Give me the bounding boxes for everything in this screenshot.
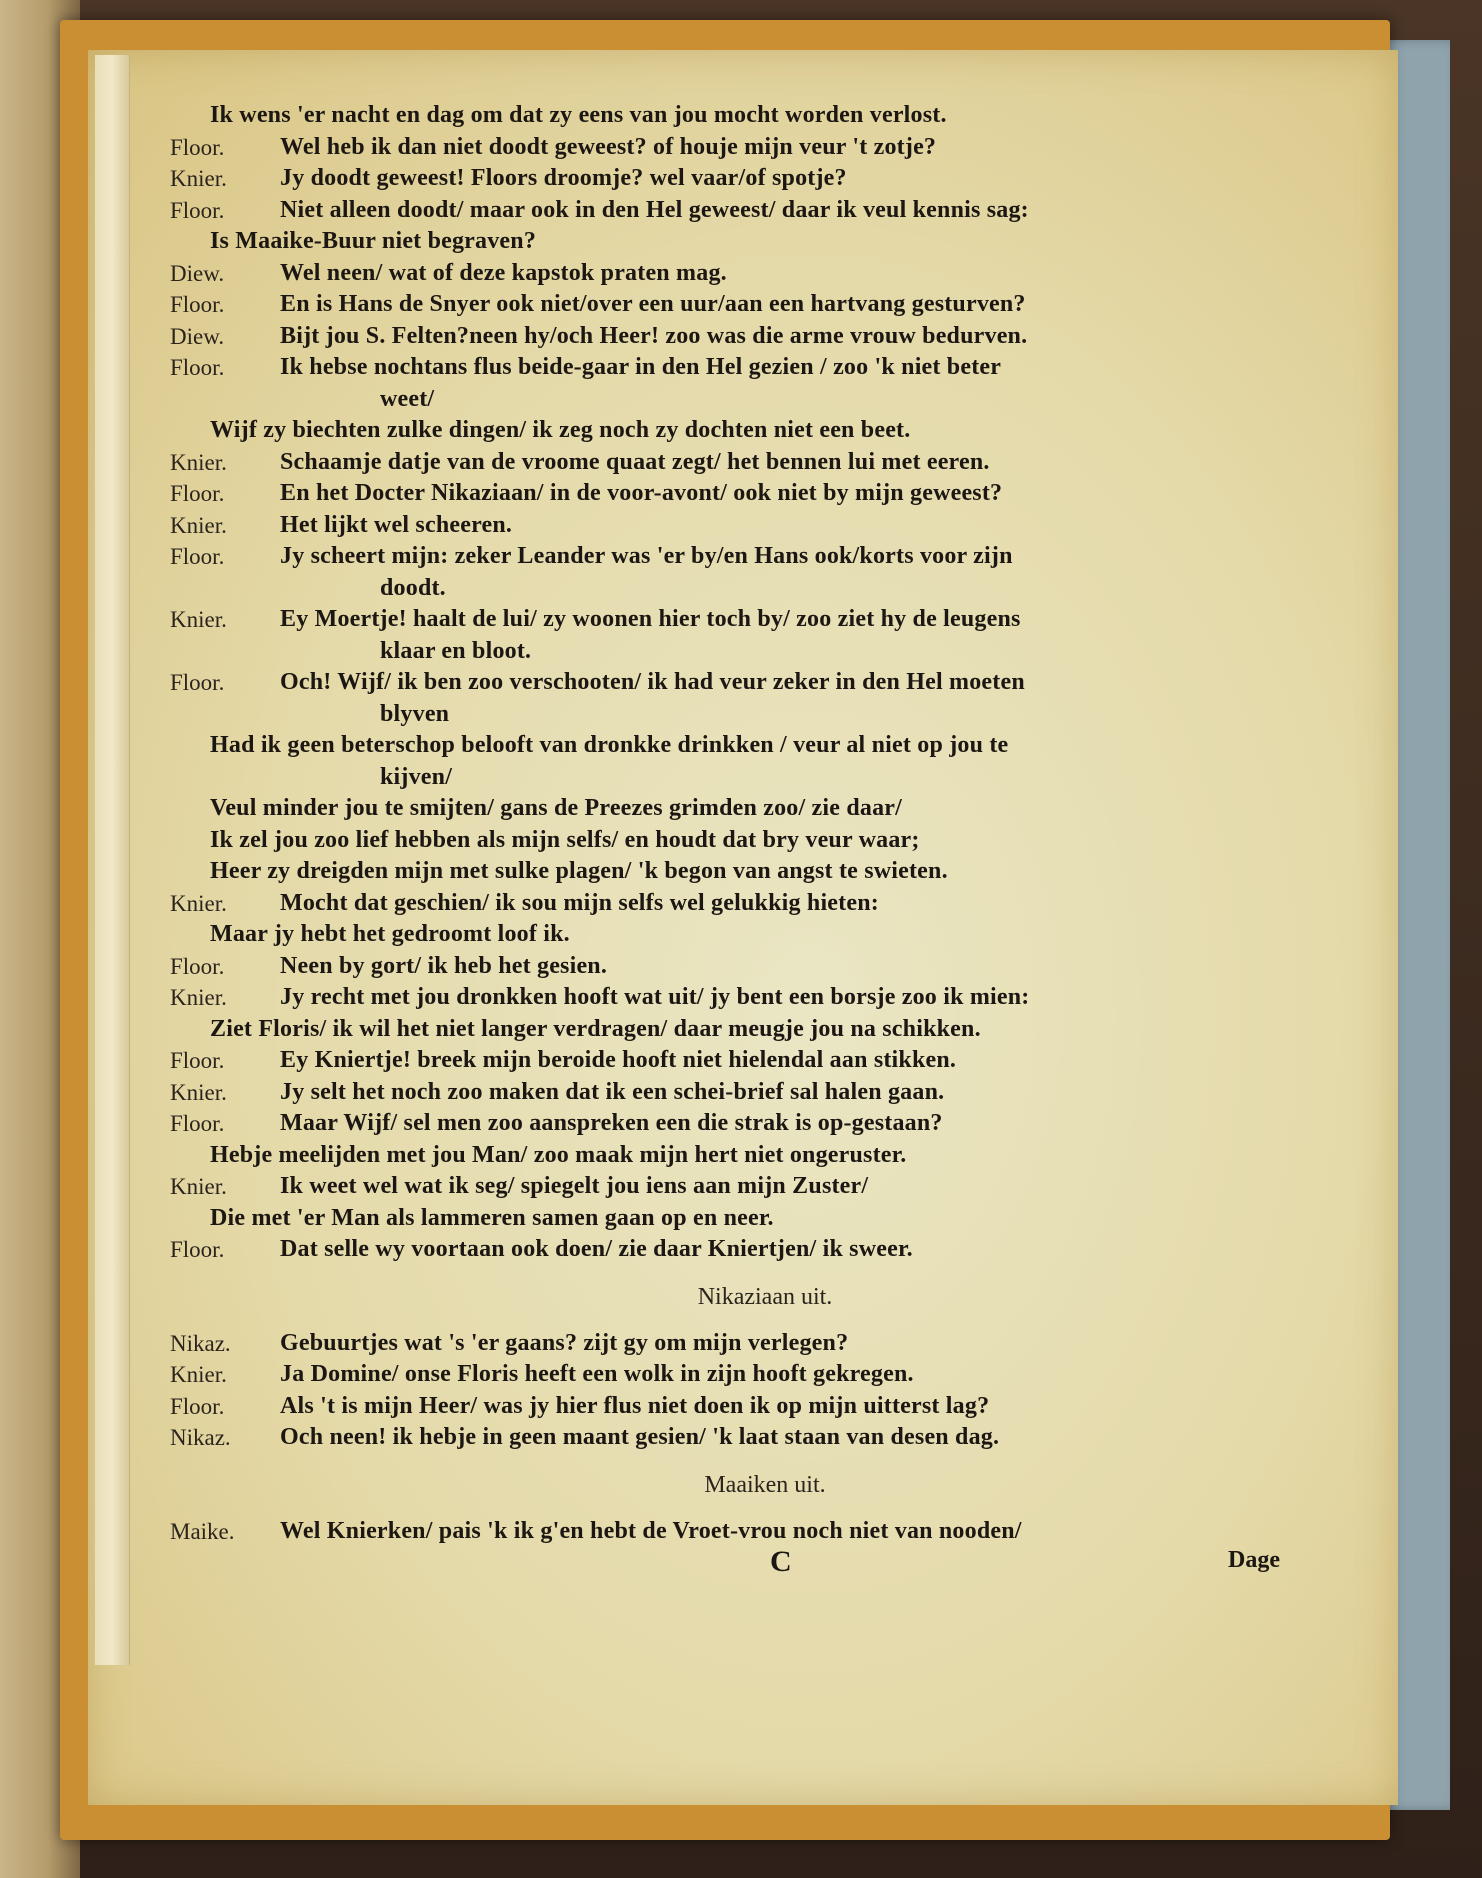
dialogue-line [170, 919, 1280, 951]
dialogue-line [170, 1391, 1280, 1423]
dialogue-line [170, 541, 1280, 573]
speaker-name: Maike. [170, 1518, 235, 1544]
dialogue-line [170, 132, 1280, 164]
page-footer [170, 1547, 1280, 1577]
stage-direction: Maaiken uit. [704, 1471, 826, 1498]
speaker-name: Knier. [170, 1174, 227, 1199]
dialogue-line [170, 1516, 1280, 1548]
speaker-name: Floor. [170, 1237, 225, 1262]
speech-text: Gebuurtjes wat 's 'er gaans? zijt gy om mijn verlegen? [280, 1329, 849, 1356]
speech-text: Ey Moertje! haalt de lui/ zy woonen hier toch by/ zoo ziet hy de leugens [280, 606, 1021, 632]
speech-text: Jy doodt geweest! Floors droomje? wel vaar/of spotje? [280, 165, 847, 191]
dialogue-line [170, 289, 1280, 321]
dialogue-line [170, 856, 1280, 888]
speech-text: Had ik geen beterschop belooft van dronkke drinkken / veur al niet op jou te [210, 732, 1009, 758]
speech-text: Is Maaike-Buur niet begraven? [210, 228, 537, 254]
dialogue-line [170, 1077, 1280, 1109]
dialogue-line [170, 510, 1280, 542]
speaker-name: Knier. [170, 1079, 227, 1105]
speaker-name: Floor. [170, 1111, 225, 1136]
dialogue-line [170, 1171, 1280, 1203]
dialogue-line [170, 762, 1280, 794]
speech-text: Wel heb ik dan niet doodt geweest? of houje mijn veur 't zotje? [280, 133, 937, 160]
speaker-name: Floor. [170, 1048, 225, 1073]
speech-text: Wel Knierken/ pais 'k ik g'en hebt de Vroet-vrou noch niet van nooden/ [280, 1517, 1022, 1544]
speech-text: blyven [380, 700, 450, 727]
dialogue-line [170, 1045, 1280, 1077]
dialogue-line [170, 951, 1280, 983]
speech-text: Ik zel jou zoo lief hebben als mijn selfs/ en houdt dat bry veur waar; [210, 826, 920, 853]
speech-text: Ja Domine/ onse Floris heeft een wolk in zijn hooft gekregen. [280, 1361, 914, 1387]
dialogue-line [170, 1140, 1280, 1172]
speaker-name: Floor. [170, 544, 225, 569]
dialogue-line [170, 604, 1280, 636]
speech-text: Maar jy hebt het gedroomt loof ik. [210, 921, 570, 947]
speech-text: Jy selt het noch zoo maken dat ik een schei-brief sal halen gaan. [280, 1078, 945, 1105]
speech-text: Mocht dat geschien/ ik sou mijn selfs wel gelukkig hieten: [280, 889, 879, 916]
speech-text: Jy scheert mijn: zeker Leander was 'er by/en Hans ook/korts voor zijn [280, 543, 1013, 569]
dialogue-line [170, 1422, 1280, 1454]
speech-text: Neen by gort/ ik heb het gesien. [280, 952, 608, 979]
speech-text: klaar en bloot. [380, 637, 532, 664]
speech-text: weet/ [380, 385, 435, 412]
speech-text: Wijf zy biechten zulke dingen/ ik zeg noch zy dochten niet een beet. [210, 417, 911, 443]
dialogue-line [170, 226, 1280, 258]
dialogue-line [170, 982, 1280, 1014]
dialogue-line [170, 699, 1280, 731]
speaker-name: Diew. [170, 323, 225, 349]
dialogue-line [170, 730, 1280, 762]
speech-text: Schaamje datje van de vroome quaat zegt/ het bennen lui met eeren. [280, 448, 990, 475]
dialogue-line [170, 888, 1280, 920]
speaker-name: Floor. [170, 1393, 225, 1419]
dialogue-line [170, 258, 1280, 290]
dialogue-line [170, 573, 1280, 605]
speech-text: Och neen! ik hebje in geen maant gesien/ 'k laat staan van desen dag. [280, 1424, 1000, 1450]
speech-text: Niet alleen doodt/ maar ook in den Hel geweest/ daar ik veul kennis sag: [280, 196, 1029, 223]
speech-text: kijven/ [380, 763, 453, 790]
dialogue-line [170, 1234, 1280, 1266]
speech-text: Heer zy dreigden mijn met sulke plagen/ 'k begon van angst te swieten. [210, 858, 948, 884]
dialogue-line [170, 384, 1280, 416]
speaker-name: Nikaz. [170, 1425, 231, 1450]
stage-direction: Nikaziaan uit. [697, 1283, 833, 1310]
dialogue-line [170, 352, 1280, 384]
speaker-name: Knier. [170, 449, 227, 475]
speaker-name: Floor. [170, 481, 225, 506]
dialogue-line [170, 793, 1280, 825]
dialogue-line [170, 195, 1280, 227]
dialogue-line [170, 1014, 1280, 1046]
speech-text: Ziet Floris/ ik wil het niet langer verdragen/ daar meugje jou na schikken. [210, 1015, 981, 1042]
dialogue-line [170, 321, 1280, 353]
page-gutter-strip [95, 55, 130, 1665]
speech-text: Wel neen/ wat of deze kapstok praten mag. [280, 259, 727, 286]
speech-text: En het Docter Nikaziaan/ in de voor-avont/ ook niet by mijn geweest? [280, 480, 1003, 506]
speech-text: Jy recht met jou dronkken hooft wat uit/ jy bent een borsje zoo ik mien: [280, 984, 1030, 1010]
speech-text: Ik weet wel wat ik seg/ spiegelt jou iens aan mijn Zuster/ [280, 1173, 869, 1199]
dialogue-line [170, 447, 1280, 479]
dialogue-line [170, 667, 1280, 699]
speech-text: Het lijkt wel scheeren. [280, 511, 513, 538]
speaker-name: Floor. [170, 953, 225, 979]
speaker-name: Knier. [170, 512, 227, 538]
speaker-name: Nikaz. [170, 1330, 231, 1356]
speaker-name: Floor. [170, 292, 225, 317]
speaker-name: Knier. [170, 890, 227, 916]
speech-text: Als 't is mijn Heer/ was jy hier flus niet doen ik op mijn uitterst lag? [280, 1392, 990, 1419]
speech-text: Hebje meelijden met jou Man/ zoo maak mijn hert niet ongeruster. [210, 1141, 907, 1168]
speaker-name: Floor. [170, 134, 225, 160]
speech-text: Ik hebse nochtans flus beide-gaar in den Hel gezien / zoo 'k niet beter [280, 354, 1002, 380]
catchword: Dage [1228, 1547, 1280, 1573]
speech-text: doodt. [380, 574, 446, 601]
speech-text: Die met 'er Man als lammeren samen gaan op en neer. [210, 1204, 774, 1231]
speech-text: Dat selle wy voortaan ook doen/ zie daar Kniertjen/ ik sweer. [280, 1236, 913, 1262]
speech-text: Bijt jou S. Felten?neen hy/och Heer! zoo was die arme vrouw bedurven. [280, 322, 1028, 349]
speaker-name: Floor. [170, 355, 225, 380]
speaker-name: Floor. [170, 670, 225, 695]
speaker-name: Knier. [170, 1362, 227, 1387]
speaker-name: Knier. [170, 166, 227, 191]
speech-text: Ey Kniertje! breek mijn beroide hooft niet hielendal aan stikken. [280, 1047, 957, 1073]
speaker-name: Floor. [170, 197, 225, 223]
speaker-name: Knier. [170, 607, 227, 632]
dialogue-line [170, 636, 1280, 668]
speech-text: Veul minder jou te smijten/ gans de Preezes grimden zoo/ zie daar/ [210, 795, 902, 821]
speech-text: Och! Wijf/ ik ben zoo verschooten/ ik had veur zeker in den Hel moeten [280, 669, 1025, 695]
signature-mark: C [770, 1545, 792, 1578]
dialogue-line [170, 478, 1280, 510]
dialogue-line [170, 163, 1280, 195]
play-text [170, 100, 1280, 1577]
dialogue-line [170, 1359, 1280, 1391]
dialogue-line [170, 1328, 1280, 1360]
speech-text: Maar Wijf/ sel men zoo aanspreken een die strak is op-gestaan? [280, 1110, 943, 1136]
dialogue-line [170, 415, 1280, 447]
speech-text: En is Hans de Snyer ook niet/over een uur/aan een hartvang gesturven? [280, 291, 1026, 317]
dialogue-line [170, 1203, 1280, 1235]
dialogue-line [170, 100, 1280, 132]
speech-text: Ik wens 'er nacht en dag om dat zy eens van jou mocht worden verlost. [210, 102, 947, 128]
speaker-name: Diew. [170, 260, 225, 286]
speaker-name: Knier. [170, 985, 227, 1010]
dialogue-line [170, 1108, 1280, 1140]
dialogue-line [170, 825, 1280, 857]
